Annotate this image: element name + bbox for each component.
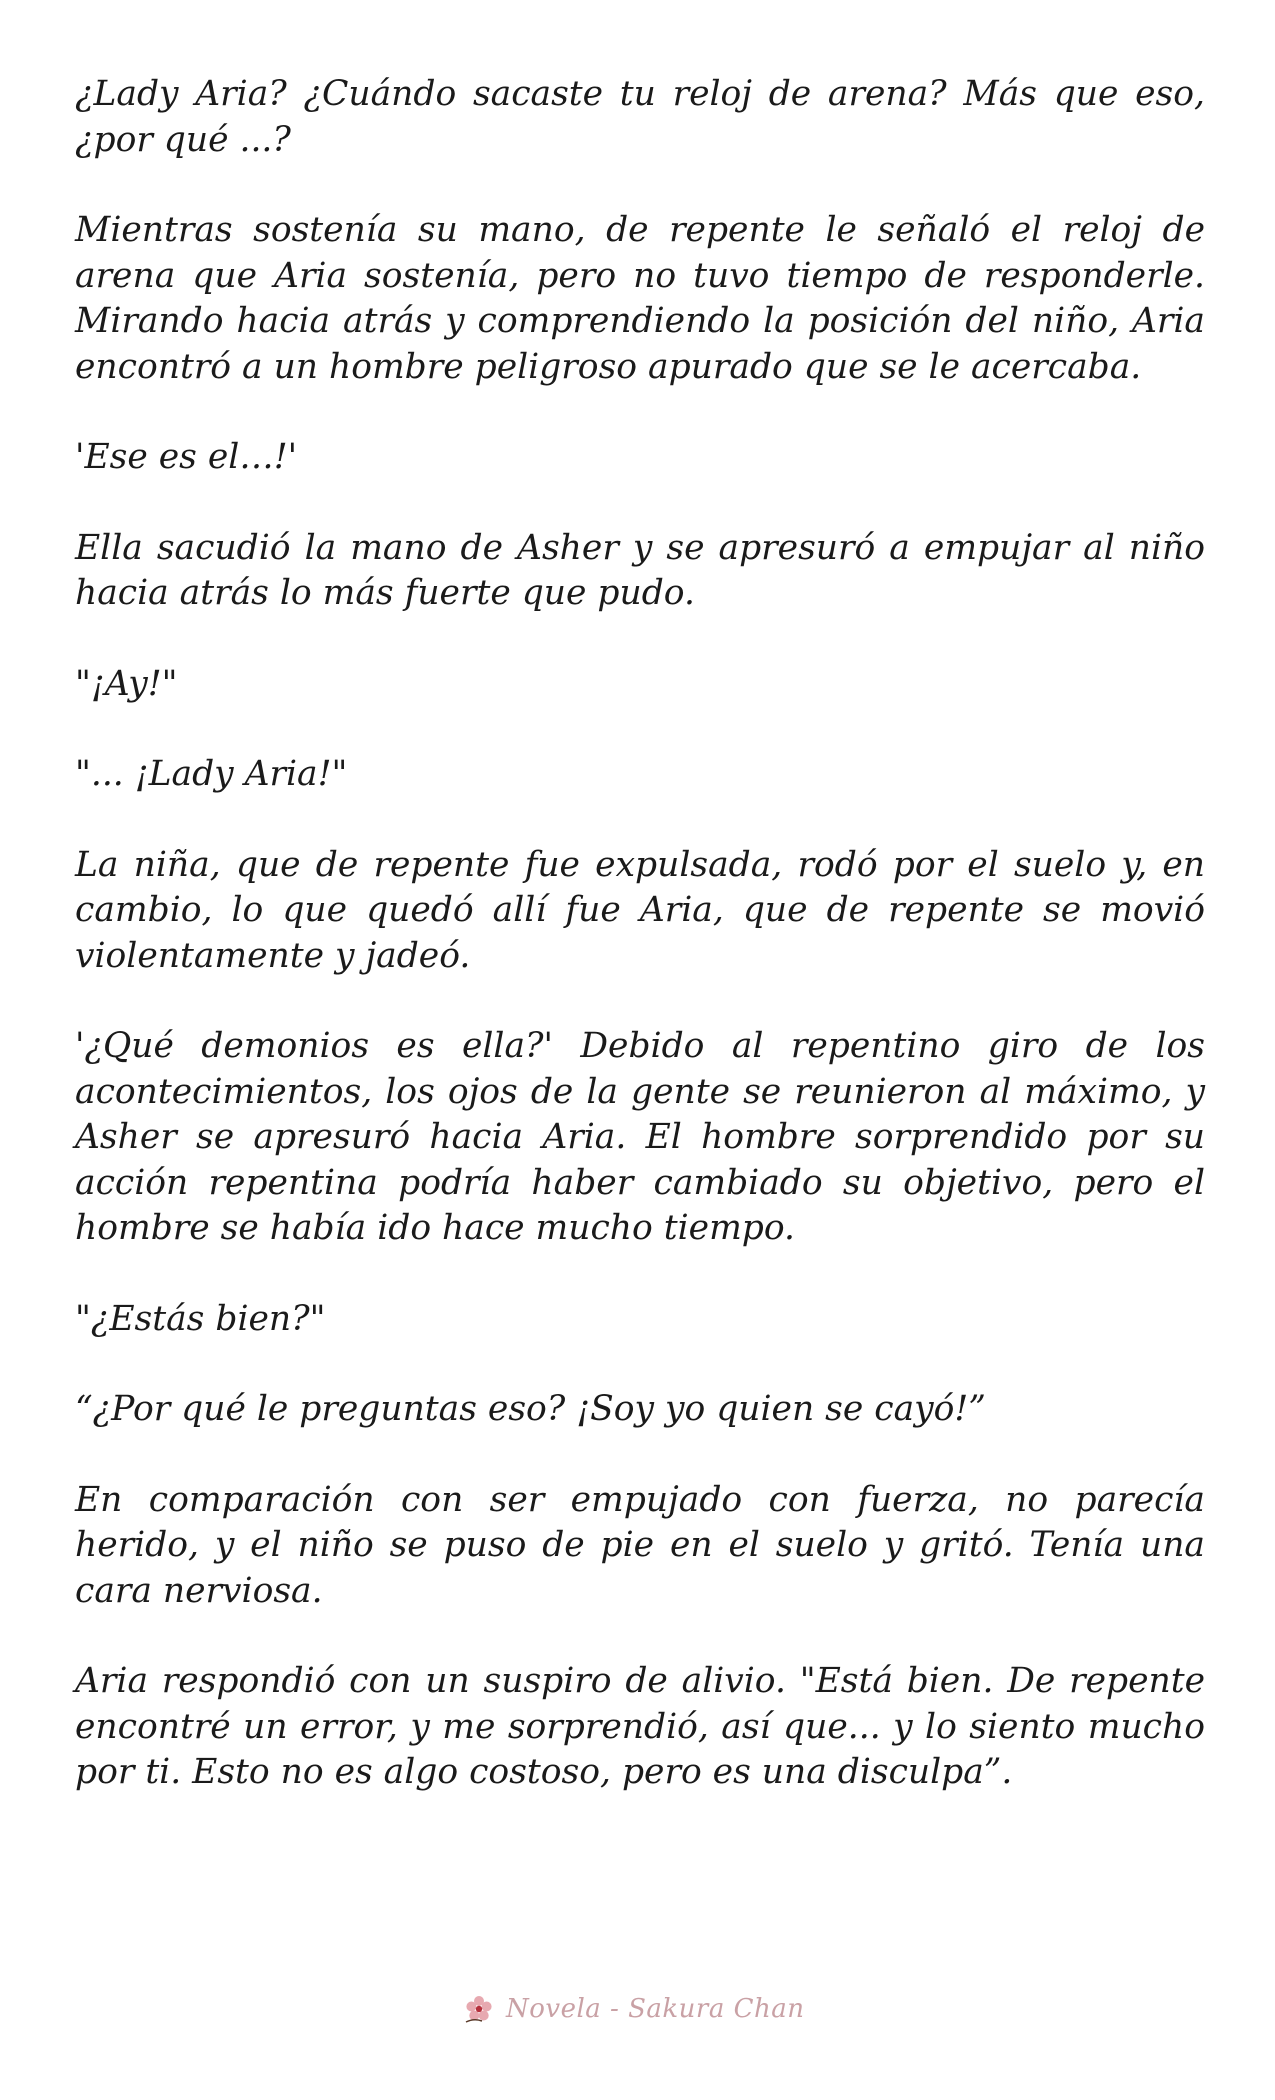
paragraph-5: "¡Ay!": [75, 663, 178, 704]
paragraph-8: '¿Qué demonios es ella?' Debido al repentino giro de los acontecimientos, los ojos de la gente se reunieron al máximo, y Asher se apresuró hacia Aria. El hombre sorprendido por su acción repentina podría haber cambiado su objetivo, pero el hombre se había ido hace mucho tiempo.: [75, 1026, 1205, 1248]
paragraph-6: "... ¡Lady Aria!": [75, 754, 348, 794]
watermark: [462, 1985, 805, 2033]
story-text: [75, 72, 1205, 1841]
paragraph-9: "¿Estás bien?": [75, 1298, 326, 1339]
paragraph-2: Mientras sostenía su mano, de repente le señaló el reloj de arena que Aria sostenía, pero no tuvo tiempo de responderle. Mirando hacia atrás y comprendiendo la posición del niño, Aria encontró a un hombre peligroso apurado que se le acercaba.: [75, 210, 1205, 387]
paragraph-1: ¿Lady Aria? ¿Cuándo sacaste tu reloj de arena? Más que eso, ¿por qué ...?: [75, 74, 1205, 160]
paragraph-10: “¿Por qué le preguntas eso? ¡Soy yo quien se cayó!”: [75, 1389, 986, 1429]
paragraph-3: 'Ese es el…!': [75, 437, 298, 477]
cherry-blossom-icon: [462, 1992, 496, 2026]
paragraph-7: La niña, que de repente fue expulsada, rodó por el suelo y, en cambio, lo que quedó allí fue Aria, que de repente se movió violentamente y jadeó.: [75, 844, 1205, 976]
paragraph-4: Ella sacudió la mano de Asher y se apresuró a empujar al niño hacia atrás lo más fuerte que pudo.: [75, 527, 1205, 613]
paragraph-11: En comparación con ser empujado con fuerza, no parecía herido, y el niño se puso de pie en el suelo y gritó. Tenía una cara nerviosa.: [75, 1479, 1205, 1611]
paragraph-12: Aria respondió con un suspiro de alivio. "Está bien. De repente encontré un error, y me sorprendió, así que... y lo siento mucho por ti. Esto no es algo costoso, pero es una disculpa”.: [75, 1661, 1205, 1792]
watermark-text: Novela - Sakura Chan: [506, 1994, 805, 2024]
